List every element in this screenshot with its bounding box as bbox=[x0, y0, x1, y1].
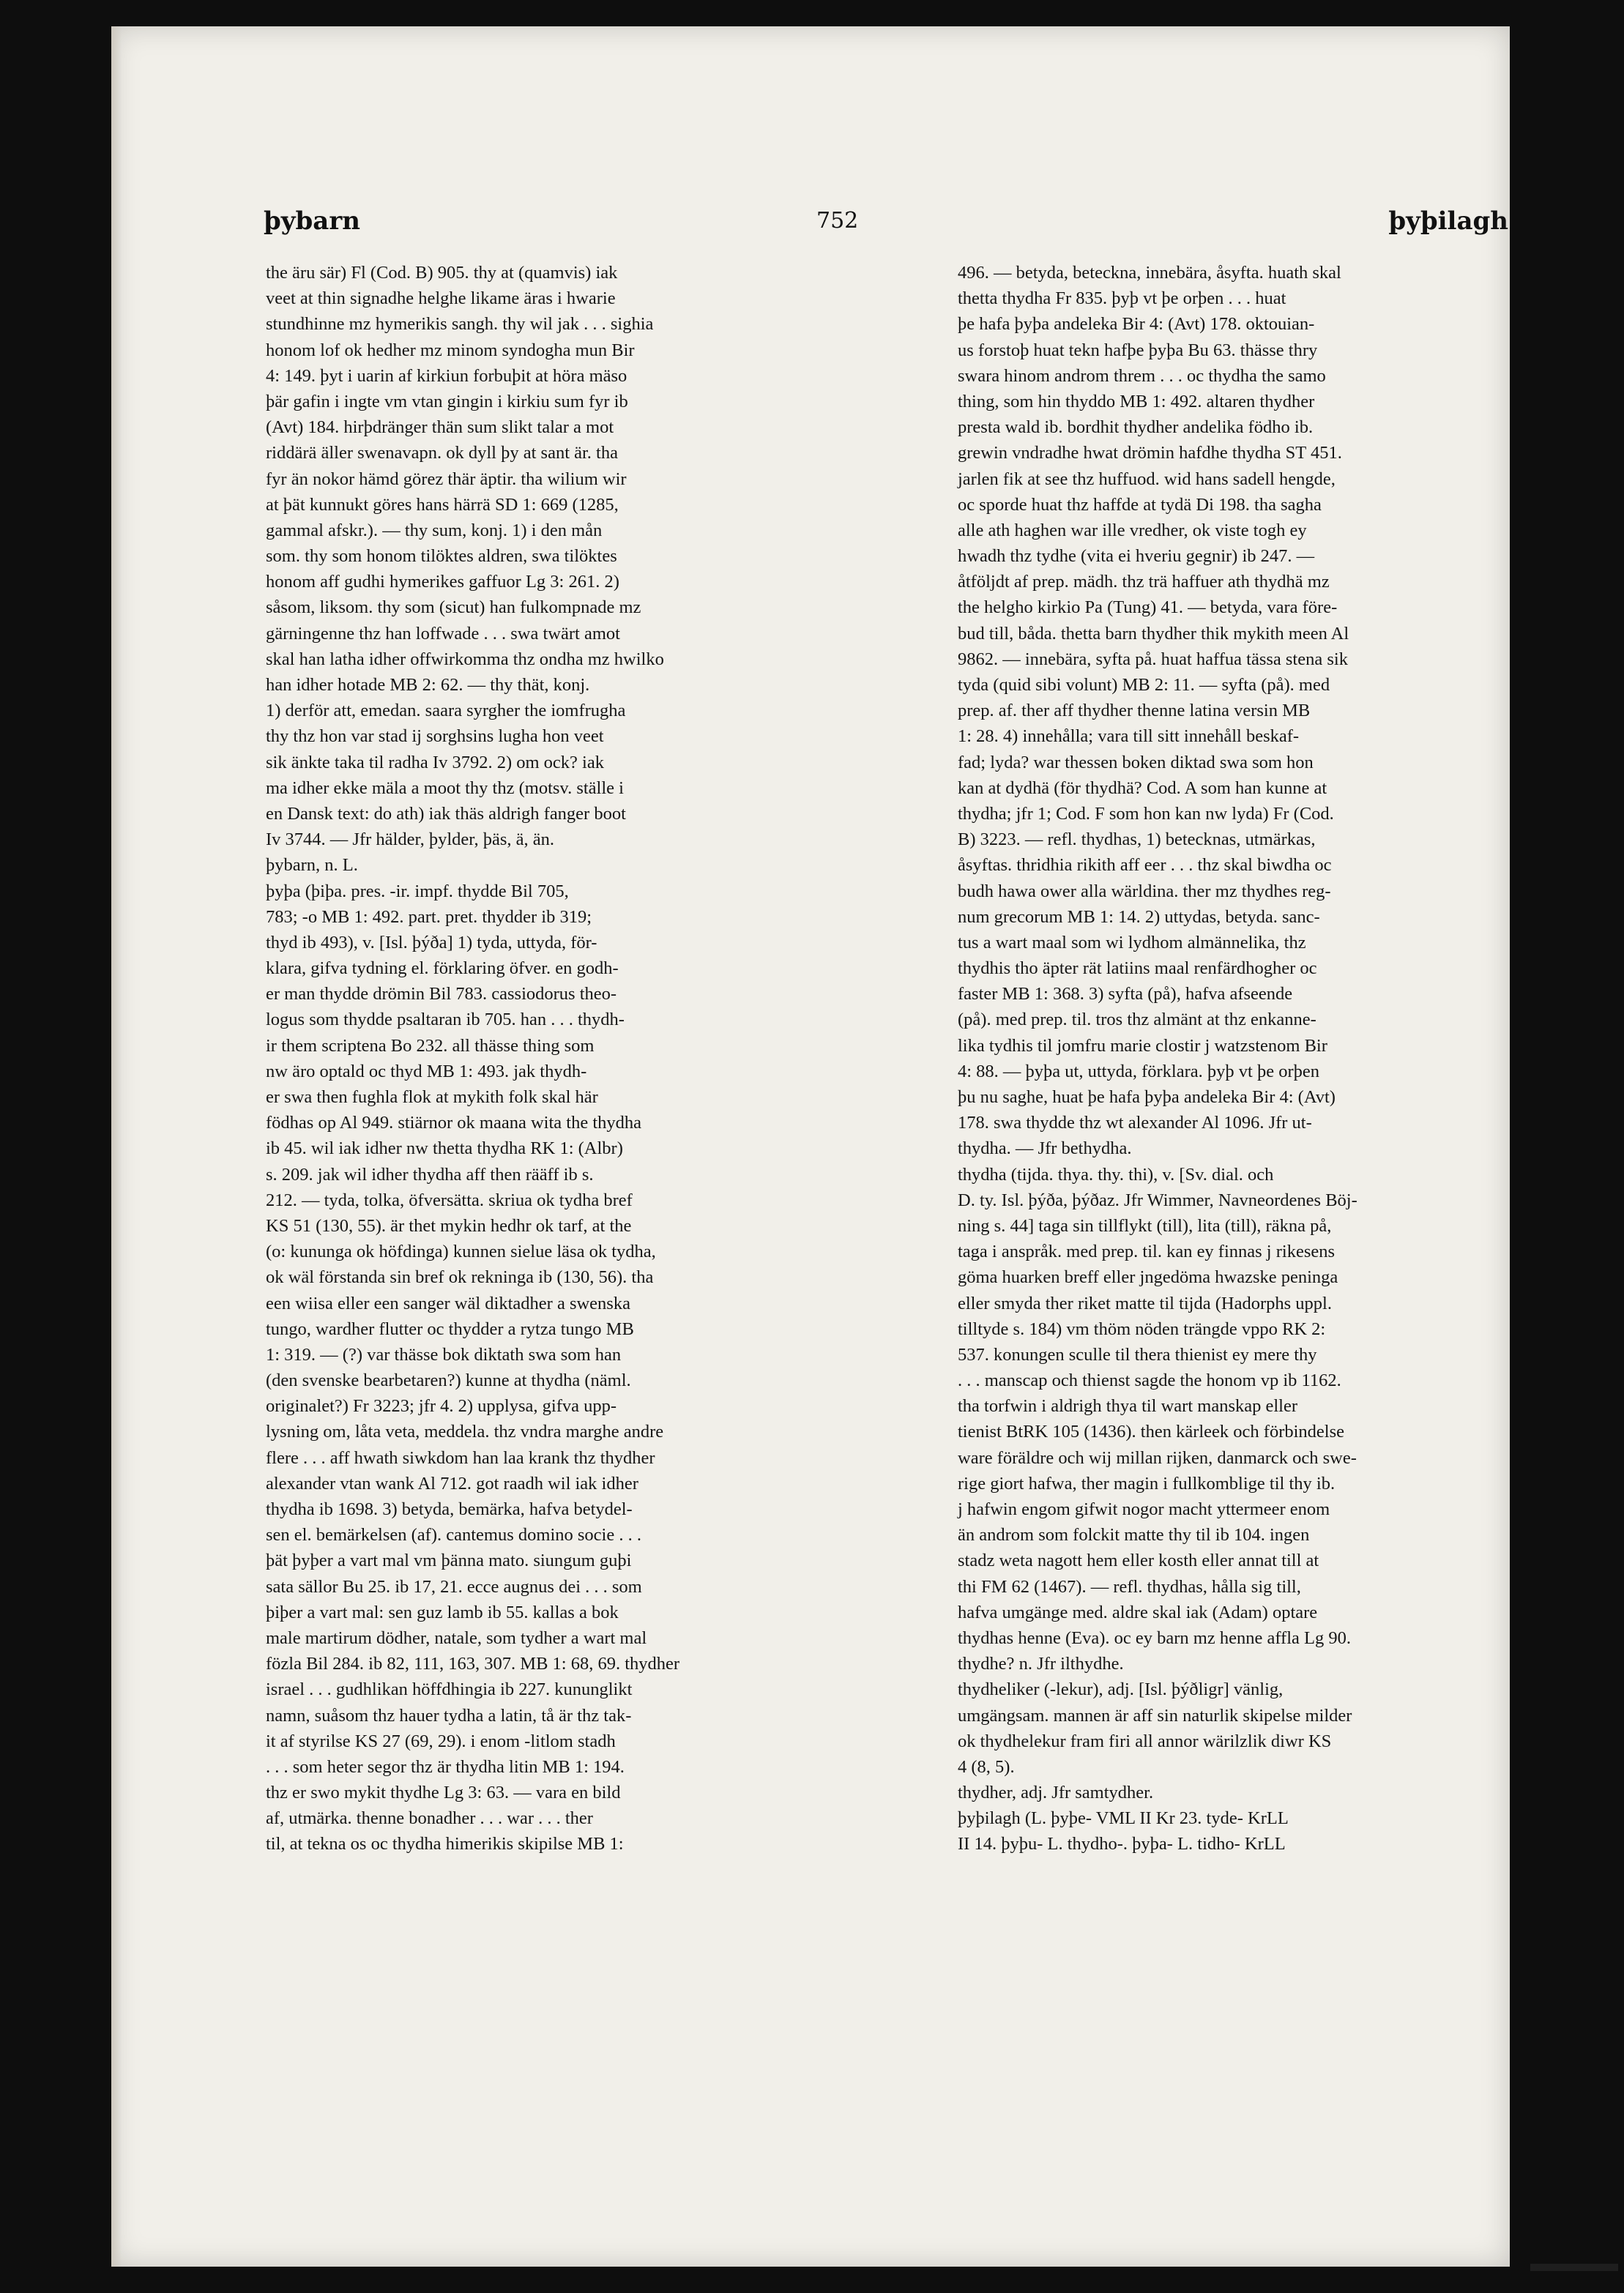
text-line: 212. — tyda, tolka, öfversätta. skriua ok tydha bref bbox=[266, 1190, 633, 1210]
text-line: tienist BtRK 105 (1436). then kärleek och förbindelse bbox=[958, 1422, 1344, 1442]
text-line: åsyftas. thridhia rikith aff eer . . . thz skal biwdha oc bbox=[958, 855, 1332, 876]
text-line: 4: 149. þyt i uarin af kirkiun forbuþit at höra mäso bbox=[266, 365, 627, 386]
left-column bbox=[266, 260, 844, 1857]
text-line: israel . . . gudhlikan höffdhingia ib 227. kununglikt bbox=[266, 1679, 633, 1700]
text-line: swara hinom androm threm . . . oc thydha the samo bbox=[958, 365, 1326, 386]
text-line: honom lof ok hedher mz minom syndogha mun Bir bbox=[266, 340, 635, 360]
text-line: the äru sär) Fl (Cod. B) 905. thy at (quamvis) iak bbox=[266, 263, 618, 283]
text-line: er swa then fughla flok at mykith folk skal här bbox=[266, 1087, 598, 1107]
text-line: thydheliker (-lekur), adj. [Isl. þýðligr] vänlig, bbox=[958, 1679, 1284, 1700]
text-line: num grecorum MB 1: 14. 2) uttydas, betyda. sanc- bbox=[958, 906, 1320, 927]
text-line: thydhas henne (Eva). oc ey barn mz henne affla Lg 90. bbox=[958, 1628, 1351, 1648]
text-line: tilltyde s. 184) vm thöm nöden trängde vppo RK 2: bbox=[958, 1319, 1326, 1339]
text-line: göma huarken breff eller jngedöma hwazske peninga bbox=[958, 1267, 1338, 1288]
text-line: hafva umgänge med. aldre skal iak (Adam) optare bbox=[958, 1602, 1318, 1622]
text-line: ib 45. wil iak idher nw thetta thydha RK 1: (Albr) bbox=[266, 1138, 623, 1159]
text-line: alle ath haghen war ille vredher, ok viste togh ey bbox=[958, 520, 1307, 540]
text-line: 178. swa thydde thz wt alexander Al 1096. Jfr ut- bbox=[958, 1113, 1312, 1133]
text-line: thyd ib 493), v. [Isl. þýða] 1) tyda, uttyda, för- bbox=[266, 932, 597, 952]
text-line: kan at dydhä (för thydhä? Cod. A som han kunne at bbox=[958, 778, 1327, 798]
text-line: riddärä äller swenavapn. ok dyll þy at sant är. tha bbox=[266, 443, 618, 463]
text-line: thydha. — Jfr bethydha. bbox=[958, 1138, 1132, 1159]
text-line: 537. konungen sculle til thera thienist ey mere thy bbox=[958, 1344, 1317, 1365]
text-line: taga i anspråk. med prep. til. kan ey finnas j rikesens bbox=[958, 1242, 1336, 1262]
text-line: D. ty. Isl. þýða, þýðaz. Jfr Wimmer, Navneordenes Böj- bbox=[958, 1190, 1357, 1210]
text-line: presta wald ib. bordhit thydher andelika födho ib. bbox=[958, 417, 1314, 438]
text-line: såsom, liksom. thy som (sicut) han fulkompnade mz bbox=[266, 597, 641, 618]
text-line: oc sporde huat thz haffde at tydä Di 198. tha sagha bbox=[958, 494, 1322, 515]
text-line: 4 (8, 5). bbox=[958, 1756, 1015, 1777]
text-line: j hafwin engom gifwit nogor macht yttermeer enom bbox=[958, 1499, 1330, 1519]
text-line: hwadh thz tydhe (vita ei hveriu gegnir) ib 247. — bbox=[958, 546, 1315, 567]
text-line: us forstoþ huat tekn hafþe þyþa Bu 63. thässe thry bbox=[958, 340, 1318, 360]
text-line: bud till, båda. thetta barn thydher thik mykith meen Al bbox=[958, 623, 1349, 644]
text-line: lysning om, låta veta, meddela. thz vndra marghe andre bbox=[266, 1422, 664, 1442]
text-line: klara, gifva tydning el. förklaring öfver. en godh- bbox=[266, 958, 619, 979]
text-line: alexander vtan wank Al 712. got raadh wil iak idher bbox=[266, 1473, 638, 1494]
text-line: fad; lyda? war thessen boken diktad swa som hon bbox=[958, 752, 1314, 772]
text-line: stadz weta nagott hem eller kosth eller annat till at bbox=[958, 1551, 1319, 1571]
text-line: ok thydhelekur fram firi all annor wärilzlik diwr KS bbox=[958, 1731, 1332, 1751]
text-line: sen el. bemärkelsen (af). cantemus domino socie . . . bbox=[266, 1525, 641, 1546]
text-line: gammal afskr.). — thy sum, konj. 1) i den mån bbox=[266, 520, 603, 540]
text-line: som. thy som honom tilöktes aldren, swa tilöktes bbox=[266, 546, 617, 567]
text-line: af, utmärka. thenne bonadher . . . war . . . ther bbox=[266, 1808, 593, 1829]
text-line: en Dansk text: do ath) iak thäs aldrigh fanger boot bbox=[266, 803, 626, 824]
text-line: til, at tekna os oc thydha himerikis skipilse MB 1: bbox=[266, 1834, 624, 1854]
text-line: sata sällor Bu 25. ib 17, 21. ecce augnus dei . . . som bbox=[266, 1576, 642, 1597]
text-line: thydha (tijda. thya. thy. thi), v. [Sv. dial. och bbox=[958, 1164, 1274, 1185]
text-line: honom aff gudhi hymerikes gaffuor Lg 3: 261. 2) bbox=[266, 572, 619, 592]
text-line: logus som thydde psaltaran ib 705. han . . . thydh- bbox=[266, 1010, 625, 1030]
text-line: originalet?) Fr 3223; jfr 4. 2) upplysa, gifva upp- bbox=[266, 1396, 617, 1417]
text-line: än androm som folckit matte thy til ib 104. ingen bbox=[958, 1525, 1310, 1546]
text-line: II 14. þyþu- L. thydho-. þyþa- L. tidho- KrLL bbox=[958, 1834, 1286, 1854]
text-line: þybarn, n. L. bbox=[266, 855, 358, 876]
header-right-guide-word: þyþilagh bbox=[1388, 206, 1508, 236]
text-line: þe hafa þyþa andeleka Bir 4: (Avt) 178. oktouian- bbox=[958, 314, 1315, 335]
text-line: the helgho kirkio Pa (Tung) 41. — betyda, vara före- bbox=[958, 597, 1338, 618]
text-line: flere . . . aff hwath siwkdom han laa krank thz thydher bbox=[266, 1447, 655, 1468]
text-line: fyr än nokor hämd görez thär äptir. tha wilium wir bbox=[266, 469, 627, 489]
page-header bbox=[264, 206, 1508, 243]
text-line: 1) derför att, emedan. saara syrgher the iomfrugha bbox=[266, 701, 626, 721]
text-line: thy thz hon var stad ij sorghsins lugha hon veet bbox=[266, 726, 604, 747]
text-line: jarlen fik at see thz huffuod. wid hans sadell hengde, bbox=[958, 469, 1336, 489]
text-line: thydhe? n. Jfr ilthydhe. bbox=[958, 1654, 1124, 1674]
text-line: thz er swo mykit thydhe Lg 3: 63. — vara en bild bbox=[266, 1783, 621, 1803]
text-line: (Avt) 184. hirþdränger thän sum slikt talar a mot bbox=[266, 417, 614, 438]
text-line: ir them scriptena Bo 232. all thässe thing som bbox=[266, 1035, 595, 1056]
text-line: (o: kununga ok höfdinga) kunnen sielue läsa ok tydha, bbox=[266, 1242, 656, 1262]
text-line: thydher, adj. Jfr samtydher. bbox=[958, 1783, 1154, 1803]
text-line: nw äro optald oc thyd MB 1: 493. jak thydh- bbox=[266, 1061, 587, 1081]
text-line: ware föräldre och wij millan rijken, danmarck och swe- bbox=[958, 1447, 1357, 1468]
text-line: 1: 28. 4) innehålla; vara till sitt innehåll beskaf- bbox=[958, 726, 1300, 747]
text-line: skal han latha idher offwirkomma thz ondha mz hwilko bbox=[266, 649, 664, 669]
text-line: 496. — betyda, beteckna, innebära, åsyfta. huath skal bbox=[958, 263, 1341, 283]
text-line: . . . manscap och thienst sagde the honom vp ib 1162. bbox=[958, 1371, 1341, 1391]
page-number: 752 bbox=[816, 208, 859, 234]
text-line: þiþer a vart mal: sen guz lamb ib 55. kallas a bok bbox=[266, 1602, 619, 1622]
text-line: thing, som hin thyddo MB 1: 492. altaren thydher bbox=[958, 391, 1315, 411]
text-line: ok wäl förstanda sin bref ok rekninga ib (130, 56). tha bbox=[266, 1267, 654, 1288]
text-line: ning s. 44] taga sin tillflykt (till), lita (till), räkna på, bbox=[958, 1215, 1332, 1236]
text-line: namn, suåsom thz hauer tydha a latin, tå är thz tak- bbox=[266, 1705, 632, 1726]
text-line: 9862. — innebära, syfta på. huat haffua tässa stena sik bbox=[958, 649, 1348, 669]
text-line: þu nu saghe, huat þe hafa þyþa andeleka Bir 4: (Avt) bbox=[958, 1087, 1336, 1107]
text-line: at þät kunnukt göres hans härrä SD 1: 669 (1285, bbox=[266, 494, 619, 515]
text-line: prep. af. ther aff thydher thenne latina versin MB bbox=[958, 701, 1311, 721]
text-line: B) 3223. — refl. thydhas, 1) betecknas, utmärkas, bbox=[958, 829, 1316, 850]
text-line: þär gafin i ingte vm vtan gingin i kirkiu sum fyr ib bbox=[266, 391, 628, 411]
text-line: (på). med prep. til. tros thz almänt at thz enkanne- bbox=[958, 1010, 1316, 1030]
right-column bbox=[958, 260, 1536, 1857]
text-line: eller smyda ther riket matte til tijda (Hadorphs uppl. bbox=[958, 1293, 1332, 1313]
page-edge-shadow bbox=[111, 26, 122, 2267]
text-line: þyþilagh (L. þyþe- VML II Kr 23. tyde- KrLL bbox=[958, 1808, 1289, 1829]
text-line: male martirum dödher, natale, som tydher a wart mal bbox=[266, 1628, 647, 1648]
text-line: 4: 88. — þyþa ut, uttyda, förklara. þyþ vt þe orþen bbox=[958, 1061, 1319, 1081]
text-line: grewin vndradhe hwat drömin hafdhe thydha ST 451. bbox=[958, 443, 1342, 463]
text-line: thydhis tho äpter rät latiins maal renfärdhogher oc bbox=[958, 958, 1317, 979]
text-line: veet at thin signadhe helghe likame äras i hwarie bbox=[266, 288, 616, 309]
text-line: þät þyþer a vart mal vm þänna mato. siungum guþi bbox=[266, 1551, 632, 1571]
text-line: thydha ib 1698. 3) betyda, bemärka, hafva betydel- bbox=[266, 1499, 633, 1519]
text-line: faster MB 1: 368. 3) syfta (på), hafva afseende bbox=[958, 984, 1293, 1004]
text-line: åtföljdt af prep. mädh. thz trä haffuer ath thydhä mz bbox=[958, 572, 1330, 592]
text-line: thydha; jfr 1; Cod. F som hon kan nw lyda) Fr (Cod. bbox=[958, 803, 1334, 824]
text-line: þyþa (þiþa. pres. -ir. impf. thydde Bil 705, bbox=[266, 881, 569, 901]
text-line: tha torfwin i aldrigh thya til wart manskap eller bbox=[958, 1396, 1298, 1417]
text-line: 783; -o MB 1: 492. part. pret. thydder ib 319; bbox=[266, 906, 592, 927]
text-line: ma idher ekke mäla a moot thy thz (motsv. ställe i bbox=[266, 778, 624, 798]
text-line: födhas op Al 949. stiärnor ok maana wita the thydha bbox=[266, 1113, 642, 1133]
text-line: s. 209. jak wil idher thydha aff then rääff ib s. bbox=[266, 1164, 594, 1185]
text-line: stundhinne mz hymerikis sangh. thy wil jak . . . sighia bbox=[266, 314, 654, 335]
text-line: KS 51 (130, 55). är thet mykin hedhr ok tarf, at the bbox=[266, 1215, 632, 1236]
text-line: han idher hotade MB 2: 62. — thy thät, konj. bbox=[266, 675, 590, 695]
text-line: (den svenske bearbetaren?) kunne at thydha (näml. bbox=[266, 1371, 631, 1391]
text-line: thetta thydha Fr 835. þyþ vt þe orþen . . . huat bbox=[958, 288, 1286, 309]
text-line: tungo, wardher flutter oc thydder a rytza tungo MB bbox=[266, 1319, 634, 1339]
text-line: 1: 319. — (?) var thässe bok diktath swa som han bbox=[266, 1344, 622, 1365]
text-line: it af styrilse KS 27 (69, 29). i enom -litlom stadh bbox=[266, 1731, 616, 1751]
text-line: tus a wart maal som wi lydhom almännelika, thz bbox=[958, 932, 1306, 952]
text-line: Iv 3744. — Jfr hälder, þylder, þäs, ä, än. bbox=[266, 829, 555, 850]
text-line: er man thydde drömin Bil 783. cassiodorus theo- bbox=[266, 984, 617, 1004]
text-line: gärningenne thz han loffwade . . . swa twärt amot bbox=[266, 623, 620, 644]
text-line: umgängsam. mannen är aff sin naturlik skipelse milder bbox=[958, 1705, 1352, 1726]
text-line: thi FM 62 (1467). — refl. thydhas, hålla sig till, bbox=[958, 1576, 1301, 1597]
text-line: lika tydhis til jomfru marie clostir j watzstenom Bir bbox=[958, 1035, 1327, 1056]
text-line: rige giort hafwa, ther magin i fullkomblige til thy ib. bbox=[958, 1473, 1336, 1494]
text-line: fözla Bil 284. ib 82, 111, 163, 307. MB 1: 68, 69. thydher bbox=[266, 1654, 680, 1674]
text-line: . . . som heter segor thz är thydha litin MB 1: 194. bbox=[266, 1756, 625, 1777]
text-line: budh hawa ower alla wärldina. ther mz thydhes reg- bbox=[958, 881, 1331, 901]
text-line: sik änkte taka til radha Iv 3792. 2) om ock? iak bbox=[266, 752, 604, 772]
text-line: een wiisa eller een sanger wäl diktadher a swenska bbox=[266, 1293, 630, 1313]
header-left-guide-word: þybarn bbox=[264, 206, 360, 236]
text-line: tyda (quid sibi volunt) MB 2: 11. — syfta (på). med bbox=[958, 675, 1330, 695]
scan-artifact bbox=[1530, 2264, 1618, 2271]
